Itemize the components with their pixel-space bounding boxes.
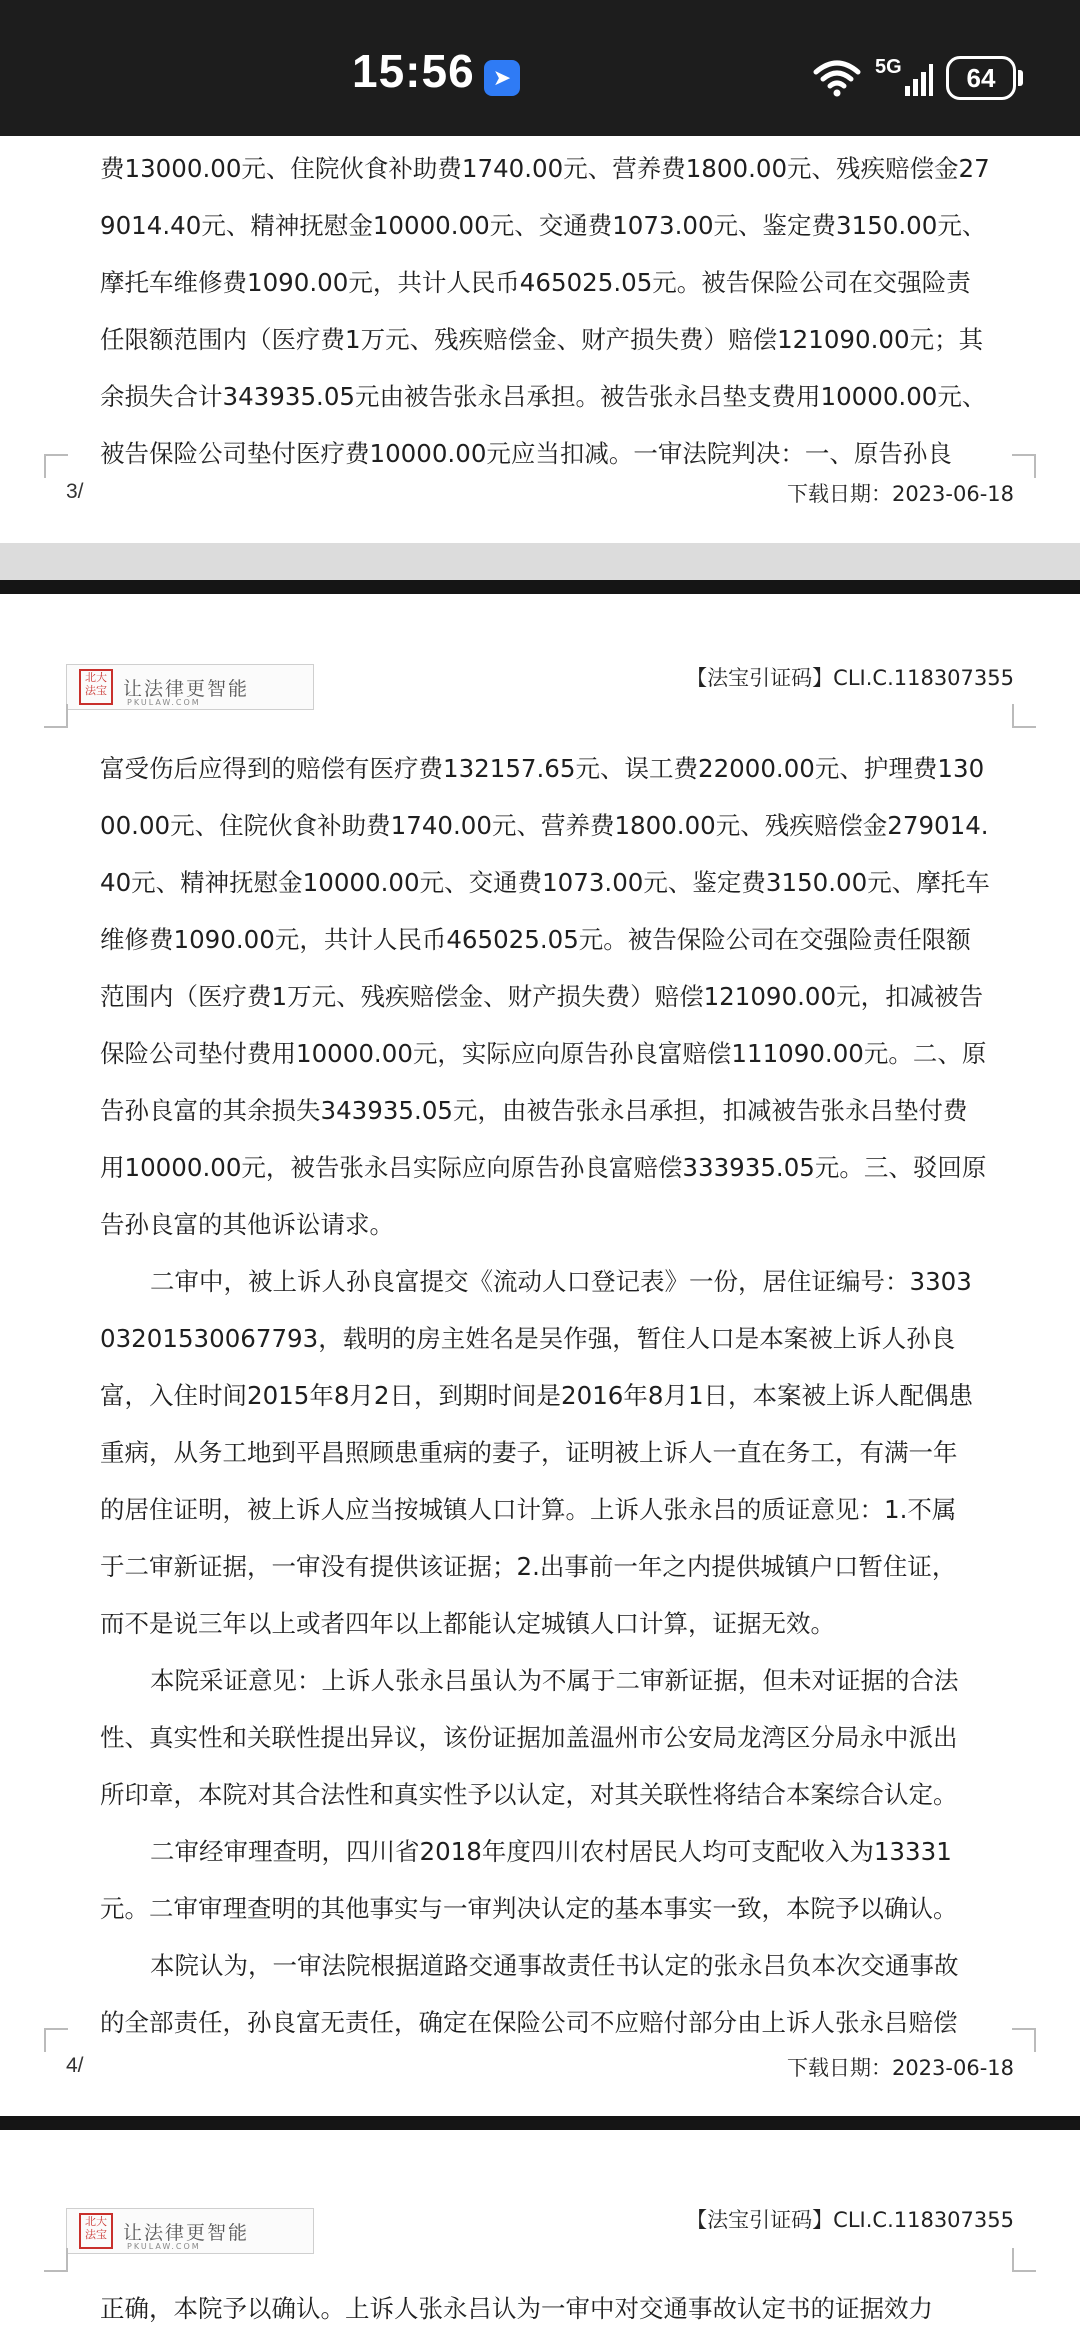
pkulaw-seal-icon: 北大 法宝 (79, 669, 113, 705)
text-line: 元。二审审理查明的其他事实与一审判决认定的基本事实一致，本院予以确认。 (100, 1894, 958, 1923)
citation-code: 【法宝引证码】CLI.C.118307355 (686, 666, 1014, 690)
text-line: 用10000.00元，被告张永吕实际应向原告孙良富赔偿333935.05元。三、驳回原 (100, 1153, 987, 1182)
blue-arrow-icon: ➤ (484, 60, 520, 96)
battery-indicator: 64 (946, 56, 1016, 100)
text-line: 富，入住时间2015年8月2日，到期时间是2016年8月1日，本案被上诉人配偶患 (100, 1381, 974, 1410)
page-number: 4/ (66, 2054, 84, 2077)
text-line: 于二审新证据，一审没有提供该证据；2.出事前一年之内提供城镇户口暂住证， (100, 1552, 957, 1581)
pkulaw-logo (66, 664, 314, 710)
text-line: 摩托车维修费1090.00元，共计人民币465025.05元。被告保险公司在交强险责 (100, 268, 971, 297)
crop-mark (1012, 2028, 1036, 2052)
document-page-5 (0, 2130, 1080, 2340)
text-line: 的居住证明，被上诉人应当按城镇人口计算。上诉人张永吕的质证意见：1.不属 (100, 1495, 957, 1524)
crop-mark (44, 454, 68, 478)
logo-domain: PKULAW.COM (127, 698, 201, 707)
status-bar (0, 0, 1080, 136)
battery-tip (1018, 70, 1023, 86)
text-line: 重病，从务工地到平昌照顾患重病的妻子，证明被上诉人一直在务工，有满一年 (100, 1438, 958, 1467)
page-5-body (100, 2280, 1000, 2337)
logo-slogan: 让法律更智能 (123, 2221, 250, 2244)
logo-domain: PKULAW.COM (127, 2242, 201, 2251)
text-line: 范围内（医疗费1万元、残疾赔偿金、财产损失费）赔偿121090.00元，扣减被告 (100, 982, 984, 1011)
text-line: 维修费1090.00元，共计人民币465025.05元。被告保险公司在交强险责任限额 (100, 925, 971, 954)
status-time: 15:56 (352, 45, 475, 97)
text-line: 费13000.00元、住院伙食补助费1740.00元、营养费1800.00元、残疾赔偿金27 (100, 154, 990, 183)
signal-strength-icon (875, 64, 933, 98)
text-line: 性、真实性和关联性提出异议，该份证据加盖温州市公安局龙湾区分局永中派出 (100, 1723, 958, 1752)
text-line: 二审经审理查明，四川省2018年度四川农村居民人均可支配收入为13331 (150, 1837, 952, 1866)
crop-mark (44, 2028, 68, 2052)
document-page-4 (0, 594, 1080, 2116)
text-line: 正确，本院予以确认。上诉人张永吕认为一审中对交通事故认定书的证据效力 (100, 2294, 933, 2323)
crop-mark (44, 704, 68, 728)
crop-mark (1012, 2248, 1036, 2272)
logo-slogan: 让法律更智能 (123, 677, 250, 700)
text-line: 告孙良富的其他诉讼请求。 (100, 1210, 394, 1239)
text-line: 任限额范围内（医疗费1万元、残疾赔偿金、财产损失费）赔偿121090.00元；其 (100, 325, 984, 354)
page-4-body (100, 740, 1000, 2051)
crop-mark (1012, 704, 1036, 728)
page-gap-divider (0, 580, 1080, 594)
page-3-body (100, 140, 1000, 482)
download-date: 下载日期：2023-06-18 (786, 2056, 1014, 2080)
pkulaw-seal-icon: 北大 法宝 (79, 2213, 113, 2249)
text-line: 余损失合计343935.05元由被告张永吕承担。被告张永吕垫支费用10000.00元、 (100, 382, 987, 411)
text-line: 所印章，本院对其合法性和真实性予以认定，对其关联性将结合本案综合认定。 (100, 1780, 958, 1809)
document-page-3 (0, 136, 1080, 543)
text-line: 富受伤后应得到的赔偿有医疗费132157.65元、误工费22000.00元、护理费130 (100, 754, 985, 783)
text-line: 保险公司垫付费用10000.00元，实际应向原告孙良富赔偿111090.00元。二、原 (100, 1039, 987, 1068)
text-line: 二审中，被上诉人孙良富提交《流动人口登记表》一份，居住证编号：3303 (150, 1267, 972, 1296)
text-line: 本院认为，一审法院根据道路交通事故责任书认定的张永吕负本次交通事故 (150, 1951, 959, 1980)
text-line: 40元、精神抚慰金10000.00元、交通费1073.00元、鉴定费3150.00元、摩托车 (100, 868, 990, 897)
network-type: 5G (875, 56, 902, 78)
page-gap-divider (0, 2116, 1080, 2130)
text-line: 03201530067793，载明的房主姓名是吴作强，暂住人口是本案被上诉人孙良 (100, 1324, 956, 1353)
text-line: 的全部责任，孙良富无责任，确定在保险公司不应赔付部分由上诉人张永吕赔偿 (100, 2008, 958, 2037)
wifi-icon (812, 58, 862, 98)
download-date: 下载日期：2023-06-18 (786, 482, 1014, 506)
text-line: 9014.40元、精神抚慰金10000.00元、交通费1073.00元、鉴定费3150.00元、 (100, 211, 987, 240)
crop-mark (44, 2248, 68, 2272)
text-line: 00.00元、住院伙食补助费1740.00元、营养费1800.00元、残疾赔偿金279014. (100, 811, 989, 840)
text-line: 本院采证意见：上诉人张永吕虽认为不属于二审新证据，但未对证据的合法 (150, 1666, 959, 1695)
text-line: 被告保险公司垫付医疗费10000.00元应当扣减。一审法院判决：一、原告孙良 (100, 439, 952, 468)
page-number: 3/ (66, 480, 84, 503)
citation-code: 【法宝引证码】CLI.C.118307355 (686, 2208, 1014, 2232)
crop-mark (1012, 454, 1036, 478)
pkulaw-logo (66, 2208, 314, 2254)
text-line: 而不是说三年以上或者四年以上都能认定城镇人口计算，证据无效。 (100, 1609, 835, 1638)
text-line: 告孙良富的其余损失343935.05元，由被告张永吕承担，扣减被告张永吕垫付费 (100, 1096, 968, 1125)
